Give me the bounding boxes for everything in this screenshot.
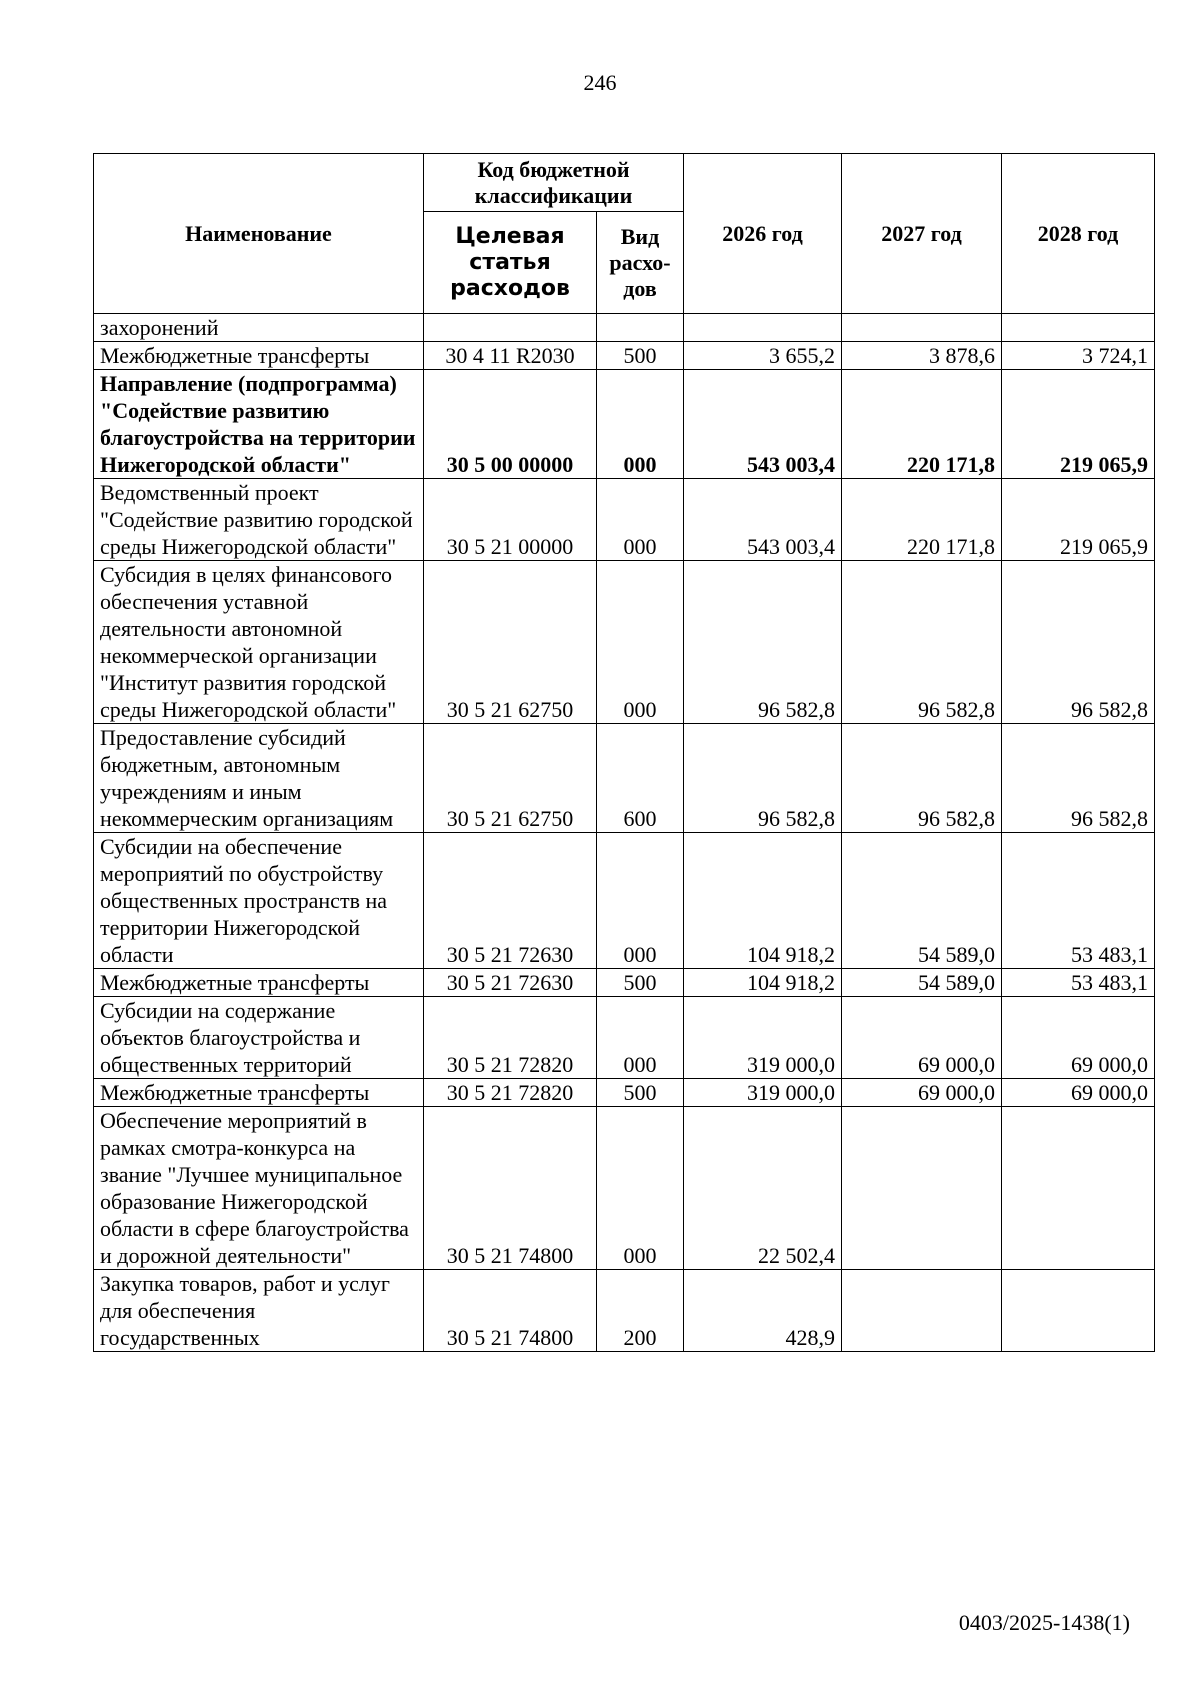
row-target-code: 30 4 11 R2030 (424, 342, 597, 370)
table-row (94, 314, 1155, 342)
row-value-2026: 104 918,2 (684, 969, 842, 997)
row-expense-type: 500 (597, 969, 684, 997)
row-value-2027: 220 171,8 (842, 479, 1002, 561)
row-value-2027 (842, 1107, 1002, 1270)
table-row (94, 370, 1155, 479)
budget-table (93, 153, 1155, 1352)
table-row (94, 1107, 1155, 1270)
header-2027: 2027 год (842, 154, 1002, 314)
row-value-2028: 219 065,9 (1002, 370, 1155, 479)
row-expense-type (597, 314, 684, 342)
row-value-2028: 96 582,8 (1002, 724, 1155, 833)
row-value-2026 (684, 314, 842, 342)
row-value-2026: 428,9 (684, 1270, 842, 1352)
row-expense-type: 000 (597, 997, 684, 1079)
header-target-line1: Целевая статья (455, 223, 565, 275)
row-name: захоронений (94, 314, 424, 342)
header-target-article (424, 212, 597, 314)
header-vid: Вид расхо- дов (597, 212, 684, 314)
row-value-2026: 104 918,2 (684, 833, 842, 969)
row-value-2027 (842, 1270, 1002, 1352)
row-name: Направление (подпрограмма) "Содействие развитию благоустройства на территории Нижегородской области" (94, 370, 424, 479)
row-name: Межбюджетные трансферты (94, 969, 424, 997)
table-row (94, 1079, 1155, 1107)
row-value-2026: 543 003,4 (684, 479, 842, 561)
row-expense-type: 600 (597, 724, 684, 833)
row-value-2028 (1002, 1270, 1155, 1352)
header-target-line2: расходов (450, 275, 570, 301)
row-target-code: 30 5 21 72820 (424, 997, 597, 1079)
row-value-2028: 53 483,1 (1002, 833, 1155, 969)
row-target-code: 30 5 00 00000 (424, 370, 597, 479)
row-expense-type: 000 (597, 833, 684, 969)
row-value-2026: 543 003,4 (684, 370, 842, 479)
row-value-2027: 3 878,6 (842, 342, 1002, 370)
row-value-2026: 96 582,8 (684, 561, 842, 724)
row-name: Субсидии на содержание объектов благоустройства и общественных территорий (94, 997, 424, 1079)
row-value-2028: 96 582,8 (1002, 561, 1155, 724)
row-value-2027: 96 582,8 (842, 561, 1002, 724)
header-2028: 2028 год (1002, 154, 1155, 314)
table-row (94, 969, 1155, 997)
row-value-2026: 3 655,2 (684, 342, 842, 370)
row-value-2028 (1002, 314, 1155, 342)
row-name: Обеспечение мероприятий в рамках смотра-конкурса на звание "Лучшее муниципальное образование Нижегородской области в сфере благоустройства и дорожной деятельности" (94, 1107, 424, 1270)
row-target-code: 30 5 21 62750 (424, 724, 597, 833)
row-value-2027: 96 582,8 (842, 724, 1002, 833)
row-name: Межбюджетные трансферты (94, 342, 424, 370)
row-target-code (424, 314, 597, 342)
row-target-code: 30 5 21 74800 (424, 1107, 597, 1270)
row-target-code: 30 5 21 72630 (424, 833, 597, 969)
header-kbk: Код бюджетной классификации (424, 154, 684, 212)
document-code: 0403/2025-1438(1) (958, 1610, 1130, 1635)
table-row (94, 561, 1155, 724)
row-value-2027: 69 000,0 (842, 1079, 1002, 1107)
row-value-2028 (1002, 1107, 1155, 1270)
row-value-2026: 319 000,0 (684, 1079, 842, 1107)
row-value-2028: 219 065,9 (1002, 479, 1155, 561)
row-value-2028: 53 483,1 (1002, 969, 1155, 997)
row-value-2027: 220 171,8 (842, 370, 1002, 479)
row-value-2027: 54 589,0 (842, 969, 1002, 997)
row-name: Ведомственный проект "Содействие развитию городской среды Нижегородской области" (94, 479, 424, 561)
row-name: Субсидия в целях финансового обеспечения уставной деятельности автономной некоммерческой организации "Институт развития городской среды Нижегородской области" (94, 561, 424, 724)
row-expense-type: 000 (597, 1107, 684, 1270)
table-row (94, 997, 1155, 1079)
row-value-2027: 69 000,0 (842, 997, 1002, 1079)
row-target-code: 30 5 21 62750 (424, 561, 597, 724)
row-name: Субсидии на обеспечение мероприятий по обустройству общественных пространств на территории Нижегородской области (94, 833, 424, 969)
row-target-code: 30 5 21 72630 (424, 969, 597, 997)
table-row (94, 479, 1155, 561)
header-2026: 2026 год (684, 154, 842, 314)
row-name: Закупка товаров, работ и услуг для обеспечения государственных (94, 1270, 424, 1352)
row-value-2028: 69 000,0 (1002, 997, 1155, 1079)
row-value-2028: 69 000,0 (1002, 1079, 1155, 1107)
row-expense-type: 500 (597, 1079, 684, 1107)
row-expense-type: 000 (597, 370, 684, 479)
header-name: Наименование (94, 154, 424, 314)
row-target-code: 30 5 21 74800 (424, 1270, 597, 1352)
row-expense-type: 000 (597, 479, 684, 561)
table-row (94, 1270, 1155, 1352)
row-expense-type: 200 (597, 1270, 684, 1352)
row-value-2027: 54 589,0 (842, 833, 1002, 969)
table-row (94, 833, 1155, 969)
row-name: Межбюджетные трансферты (94, 1079, 424, 1107)
row-expense-type: 500 (597, 342, 684, 370)
row-value-2028: 3 724,1 (1002, 342, 1155, 370)
row-expense-type: 000 (597, 561, 684, 724)
row-value-2026: 319 000,0 (684, 997, 842, 1079)
table-row (94, 342, 1155, 370)
page-number: 246 (583, 70, 617, 95)
row-value-2026: 96 582,8 (684, 724, 842, 833)
row-value-2027 (842, 314, 1002, 342)
row-target-code: 30 5 21 00000 (424, 479, 597, 561)
row-target-code: 30 5 21 72820 (424, 1079, 597, 1107)
table-body (94, 314, 1155, 1352)
row-name: Предоставление субсидий бюджетным, автономным учреждениям и иным некоммерческим организациям (94, 724, 424, 833)
row-value-2026: 22 502,4 (684, 1107, 842, 1270)
table-row (94, 724, 1155, 833)
